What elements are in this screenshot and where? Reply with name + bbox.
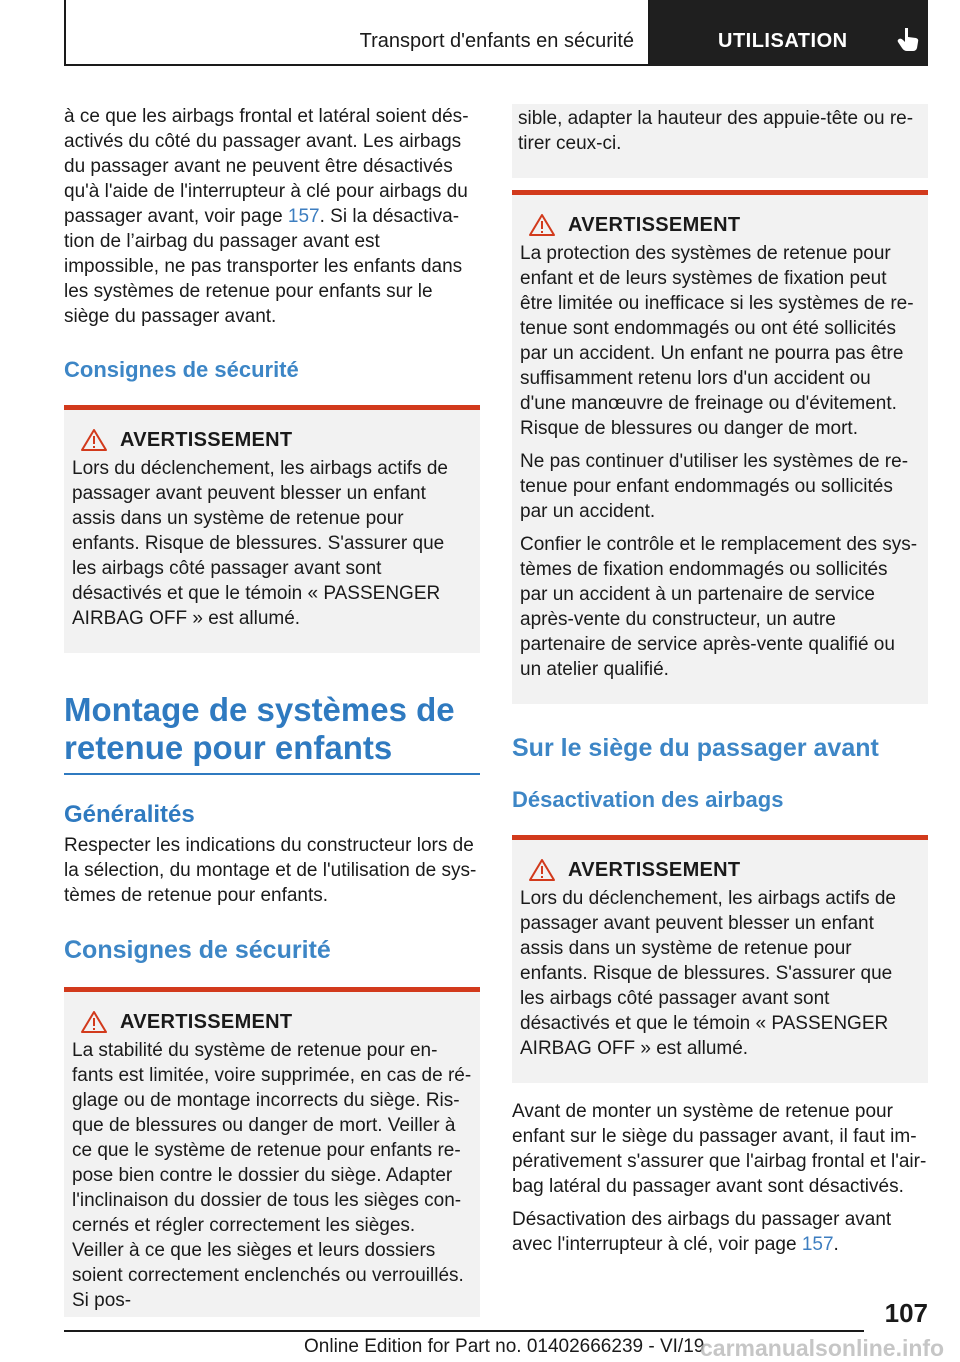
- main-heading: Montage de systèmes de retenue pour enfants: [64, 691, 480, 775]
- intro-text-end: . Si la désactivation de l’airbag du passager avant est impossible, ne pas transporter les enfants dans les systèmes de retenue pour enfants sur le siège du passager avant.: [64, 206, 463, 327]
- warning-box: [64, 405, 480, 653]
- page-number: 107: [884, 1298, 928, 1328]
- header-section-label: UTILISATION: [718, 30, 848, 52]
- intro-paragraph: [64, 104, 480, 329]
- edition-label: Online Edition for Part no. 01402666239 - VI/19: [304, 1336, 705, 1357]
- after-paragraph: Avant de monter un système de retenue pour enfant sur le siège du passager avant, il faut impérativement s'assurer que l'airbag frontal et l'airbag latéral du passager avant sont désactivés.: [512, 1101, 927, 1197]
- warning-paragraph: La protection des systèmes de retenue pour enfant et de leurs systèmes de fixation peut être limitée ou inefficace si les systèmes de retenue sont endommagés ou ont été sollicités par un accident. Un enfant ne pourra pas être suffisamment retenu lors d'un accident ou d'une manœuvre de freinage ou d'évitement. Risque de blessures ou danger de mort.: [520, 243, 914, 439]
- warning-paragraph: Ne pas continuer d'utiliser les systèmes de retenue pour enfant endommagés ou sollicités par un accident.: [520, 451, 909, 522]
- continued-box: [512, 104, 928, 178]
- warning-text: La stabilité du système de retenue pour enfants est limitée, voire supprimée, en cas de réglage ou de montage incorrects du siège. Risque de blessures ou danger de mort. Veiller à ce que le système de retenue pour enfants repose bien contre le dossier du siège. Adapter l'inclinaison du dossier de tous les sièges concernés et régler correctement les sièges. Veiller à ce que les sièges et leurs dossiers soient correctement enclenchés ou verrouillés. Si pos-: [72, 1040, 472, 1311]
- header-title-box: [64, 0, 650, 66]
- deactivation-text-end: .: [833, 1234, 839, 1255]
- warning-box: [512, 190, 928, 704]
- section-heading: Consignes de sécurité: [64, 936, 331, 964]
- warning-title: AVERTISSEMENT: [568, 213, 741, 236]
- warning-triangle-icon: [80, 1010, 108, 1034]
- warning-box: [64, 987, 480, 1317]
- warning-triangle-icon: [528, 213, 556, 237]
- header-section-box: [650, 0, 928, 66]
- header-title: Transport d'enfants en sécurité: [359, 30, 634, 52]
- deactivation-paragraph: [512, 1207, 928, 1257]
- continued-text: sible, adapter la hauteur des appuie-tête ou retirer ceux-ci.: [518, 108, 914, 154]
- warning-triangle-icon: [528, 858, 556, 882]
- warning-title: AVERTISSEMENT: [120, 428, 293, 451]
- intro-text: à ce que les airbags frontal et latéral soient désactivés du côté du passager avant. Les airbags du passager avant ne peuvent être désactivés qu'à l'aide de l'interrupteur à clé pour airbags du passager avant, voir page: [64, 106, 469, 227]
- footer-divider: [64, 1330, 864, 1332]
- page-link[interactable]: 157: [801, 1234, 834, 1255]
- warning-text: Lors du déclenchement, les airbags actifs de passager avant peuvent blesser un enfant assis dans un système de retenue pour enfants. Risque de blessures. S'assurer que les airbags côté passager avant sont désactivés et que le témoin « PASSENGER AIRBAG OFF » est allumé.: [520, 888, 896, 1059]
- hand-pointer-icon: [896, 26, 920, 52]
- warning-paragraph: Confier le contrôle et le remplacement des systèmes de fixation endommagés ou sollicités par un accident à un partenaire de service après-vente du constructeur, un autre partenaire de service après-vente qualifié ou un atelier qualifié.: [520, 534, 918, 680]
- warning-text: Lors du déclenchement, les airbags actifs de passager avant peuvent blesser un enfant assis dans un système de retenue pour enfants. Risque de blessures. S'assurer que les airbags côté passager avant sont désactivés et que le témoin « PASSENGER AIRBAG OFF » est allumé.: [72, 458, 448, 629]
- page-link[interactable]: 157: [287, 206, 320, 227]
- warning-box: [512, 835, 928, 1083]
- general-paragraph: Respecter les indications du constructeur lors de la sélection, du montage et de l'utilisation de systèmes de retenue pour enfants.: [64, 835, 477, 906]
- section-heading: Consignes de sécurité: [64, 357, 299, 382]
- warning-triangle-icon: [80, 428, 108, 452]
- watermark: carmanualsonline.info: [700, 1335, 945, 1361]
- section-heading: Sur le siège du passager avant: [512, 734, 879, 762]
- right-column: [512, 104, 928, 1257]
- warning-title: AVERTISSEMENT: [568, 858, 741, 881]
- subsection-heading: Généralités: [64, 801, 195, 828]
- deactivation-text: Désactivation des airbags du passager avant avec l'interrupteur à clé, voir page: [512, 1209, 892, 1255]
- left-column: [64, 104, 480, 1317]
- warning-title: AVERTISSEMENT: [120, 1010, 293, 1033]
- subsection-heading: Désactivation des airbags: [512, 787, 784, 812]
